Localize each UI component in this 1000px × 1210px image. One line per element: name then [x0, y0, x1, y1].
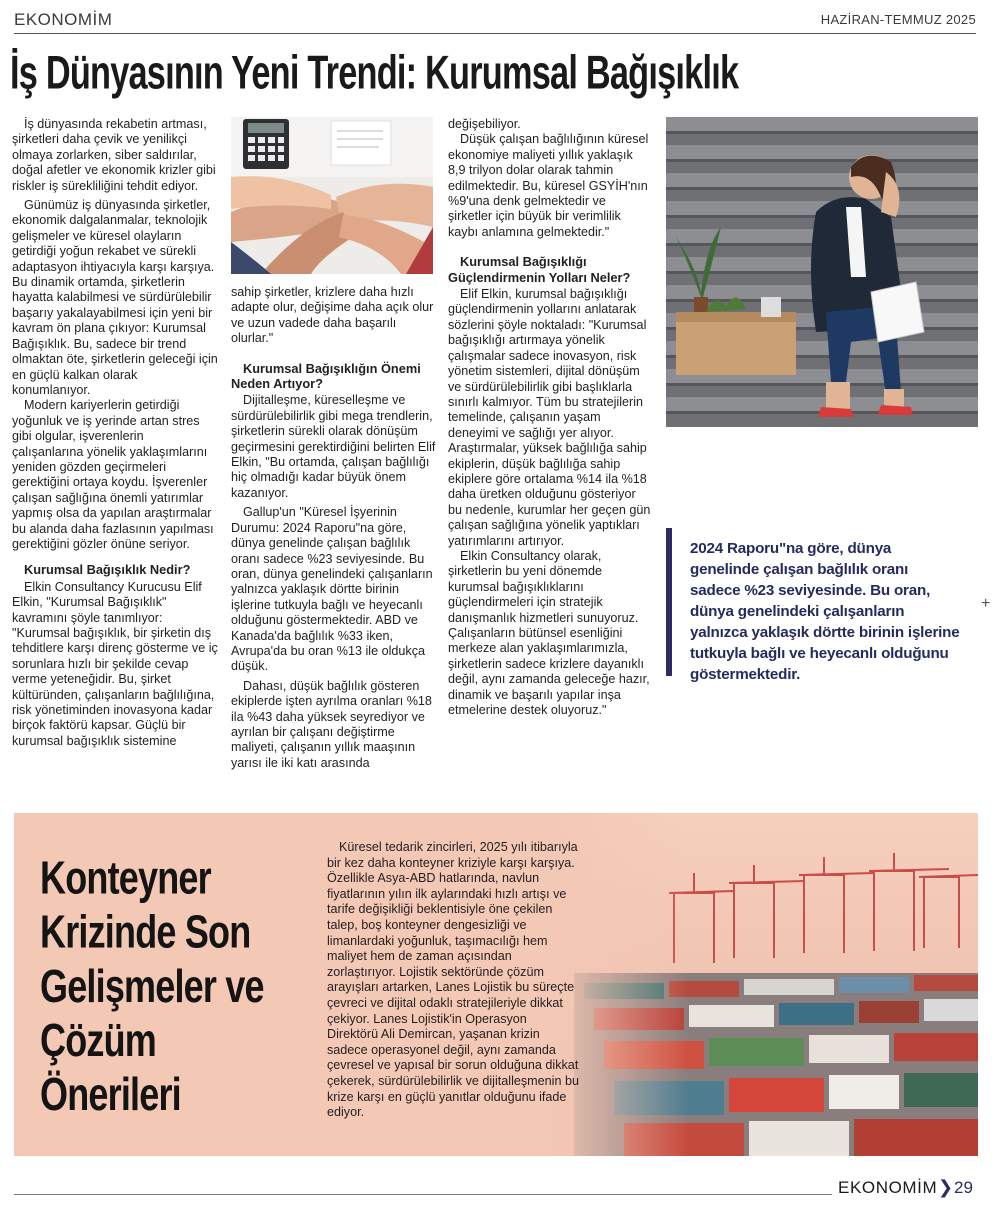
article-column-2	[231, 285, 436, 771]
paragraph: Dijitalleşme, küreselleşme ve sürdürülebilirlik gibi mega trendlerin, şirketlerin sürekli olarak dönüşüm geçirmesini gerektirdiğini belirten Elif Elkin, "Bu ortamda, çalışan bağlılığı hiç olmadığı kadar büyük önem kazanıyor.	[231, 393, 436, 500]
paragraph: Dahası, düşük bağlılık gösteren ekiplerde işten ayrılma oranları %18 ila %43 daha yüksek seyrediyor ve ayrılan bir çalışanı değiştirme maliyeti, çalışanın yıllık maaşının yarısı ile iki katı arasında	[231, 678, 432, 770]
container-crisis-feature	[14, 813, 978, 1156]
section-brand: EKONOMİM	[14, 10, 113, 29]
issue-date: HAZİRAN-TEMMUZ 2025	[820, 12, 976, 27]
paragraph: Küresel tedarik zincirleri, 2025 yılı itibarıyla bir kez daha konteyner kriziyle karşı karşıya. Özellikle Asya-ABD hatlarında, navlun fiyatlarının yılın ilk aylarındaki hızlı artışı ve tarife değişikliği beklentisiyle öne çekilen talep, boş konteyner dengesizliği ve limanlardaki yoğunluk, taşımacılığı hem maliyet hem de zaman açısından zorlaştırıyor. Lojistik sektöründe çözüm arayışları artarken, Lanes Lojistik bu süreçte çevreci ve dijital odaklı stratejileriyle dikkat çekiyor. Lanes Lojistik'in Operasyon Direktörü Ali Demircan, yaşanan krizin sadece operasyonel değil, aynı zamanda çevresel ve yapısal bir sorun olduğuna dikkat çekerek, sürdürülebilirlik ve dijitalleşmenin bu krize karşı en güçlü yanıtlar olduğunu ifade ediyor.	[327, 840, 579, 1120]
stressed-woman-photo	[666, 117, 978, 427]
footer-brand: EKONOMİM	[838, 1178, 938, 1197]
article-column-3	[448, 117, 651, 718]
paragraph: Elkin Consultancy Kurucusu Elif Elkin, "Kurumsal Bağışıklık" kavramını şöyle tanımlıyor: "Kurumsal bağışıklık, bir şirketin dış tehditlere karşı direnç gösterme ve iç sorunlara hızlı bir şekilde cevap verme yeteneğidir. Bu, şirket kültüründen, çalışanların bağlılığına, risk yönetiminden inovasyona kadar birçok faktörü kapsar. Güçlü bir kurumsal bağışıklık sistemine	[12, 579, 218, 748]
footer-divider	[14, 1194, 832, 1195]
paragraph: Elkin Consultancy olarak, şirketlerin bu yeni dönemde kurumsal bağışıklıklarını güçlendirmeleri için stratejik danışmanlık hizmetleri sunuyoruz. Çalışanların bütünsel esenliğini merkeze alan yaklaşımlarımızla, şirketlerin sadece krizlere dayanıklı değil, aynı zamanda geleceğe hazır, dinamik ve başarılı yapılar inşa etmelerine destek oluyoruz."	[448, 548, 650, 718]
paragraph: İş dünyasında rekabetin artması, şirketleri daha çevik ve yenilikçi olmaya zorlarken, siber saldırılar, doğal afetler ve ekonomik krizler gibi riskler iş sürekliliğini tehdit ediyor.	[12, 117, 216, 193]
paragraph: değişebiliyor.	[448, 117, 521, 131]
paragraph: Elif Elkin, kurumsal bağışıklığı güçlendirmenin yollarını anlatarak sözlerini şöyle noktaladı: "Kurumsal bağışıklığı artırmaya yönelik çalışmalar sadece inovasyon, risk yönetim sistemleri, dijital dönüşüm ve sürdürülebilirlik gibi başlıklarla sınırlı kalmıyor. Tüm bu stratejilerin temelinde, çalışanın yaşam deneyimi ve sağlığı yer alıyor. Araştırmalar, yüksek bağlılığa sahip ekiplerin, düşük bağlılığa sahip ekiplere göre ortalama %14 ila %18 daha üretken olduğunu gösteriyor bu nedenle, kurumlar her geçen gün çalışan sağlığına yönelik yaptıkları yatırımlarını artırıyor.	[448, 287, 651, 548]
header-divider	[14, 33, 976, 34]
pull-quote-bar	[666, 528, 672, 676]
paragraph: Günümüz iş dünyasında şirketler, ekonomik dalgalanmalar, teknolojik gelişmeler ve küresel olayların getirdiği yoğun rekabet ve sürekli adaptasyon ihtiyacıyla karşı karşıya. Bu dinamik ortamda, şirketlerin hayatta kalabilmesi ve sürdürülebilir başarıy yakalayabilmesi için yeni bir kavram ön plana çıkıyor: Kurumsal Bağışıklık. Bu, sadece bir trend olmaktan öte, şirketlerin geleceği için en güçlü kalkan olarak konumlanıyor.	[12, 198, 218, 397]
teamwork-hands-photo	[231, 117, 433, 274]
registration-mark-icon: +	[981, 595, 991, 612]
chevron-right-icon: ❯	[938, 1177, 954, 1197]
feature-body	[327, 840, 580, 1121]
paragraph: sahip şirketler, krizlere daha hızlı adapte olur, değişime daha açık olur ve uzun vadede daha başarılı olurlar."	[231, 285, 434, 346]
subheading: Kurumsal Bağışıklığın Önemi Neden Artıyor?	[231, 360, 421, 392]
paragraph: Gallup'un "Küresel İşyerinin Durumu: 2024 Raporu"na göre, dünya genelinde çalışan bağlılık oranı sadece %23 seviyesinde. Bu oran, dünya genelindeki çalışanların yalnızca yaklaşık dörtte birinin işlerine tutkuyla bağlı ve heyecanlı olduğunu göstermektedir. ABD ve Kanada'da bağlılık %33 iken, Avrupa'da bu oran %13 ile oldukça düşük.	[231, 505, 433, 674]
subheading: Kurumsal Bağışıklığı Güçlendirmenin Yolları Neler?	[448, 254, 631, 285]
paragraph: Modern kariyerlerin getirdiği yoğunluk ve iş yerinde artan stres gibi olgular, işverenlerin çalışanlarına yönelik yaklaşımlarını yeniden gözden geçirmeleri gerektiğini ortaya koydu. İşverenler çalışan sağlığına önemli yatırımlar yapmış olsa da yapılan araştırmalar bu alanda daha fazlasının yapılması gerektiğini gözler önüne seriyor.	[12, 398, 214, 551]
article-column-1	[12, 117, 218, 749]
feature-title: Konteyner Krizinde Son Gelişmeler ve Çözüm Önerileri	[40, 851, 264, 1121]
paragraph: Düşük çalışan bağlılığının küresel ekonomiye maliyeti yıllık yaklaşık 8,9 trilyon dolar olarak tahmin edilmektedir. Bu, küresel GSYİH'nın %9'una denk gelmektedir ve şirketler için büyük bir verimlilik kaybı anlamına gelmektedir."	[448, 132, 649, 239]
pull-quote: 2024 Raporu"na göre, dünya genelinde çalışan bağlılık oranı sadece %23 seviyesinde. Bu oran, dünya genelindeki çalışanların yalnızca yaklaşık dörtte birinin işlerine tutkuyla bağlı ve heyecanlı olduğunu göstermektedir.	[690, 540, 960, 683]
article-title: İş Dünyasının Yeni Trendi: Kurumsal Bağışıklık	[10, 46, 739, 100]
subheading: Kurumsal Bağışıklık Nedir?	[24, 562, 191, 578]
page-number: 29	[954, 1178, 973, 1197]
